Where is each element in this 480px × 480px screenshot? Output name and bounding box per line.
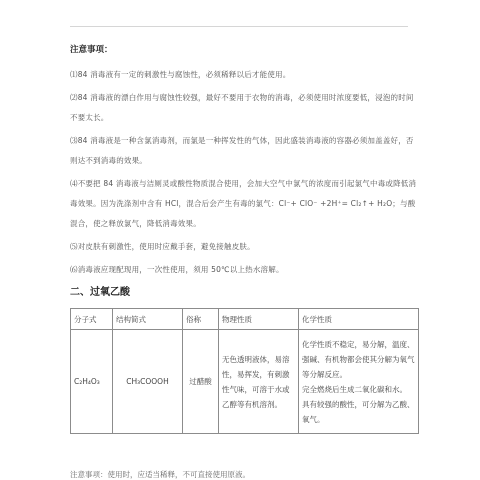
chem-prop-1: 化学性质不稳定，易分解，温度、强碱、有机物都会使其分解为氧气等分解反应。 bbox=[302, 339, 415, 379]
note-item-5: ⑸对皮肤有刺激性，使用时应戴手套，避免接触皮肤。 bbox=[70, 242, 255, 251]
section-heading: 二、过氧乙酸 bbox=[70, 287, 130, 298]
cell-molecular-formula: C₂H₄O₃ bbox=[71, 330, 113, 434]
header-structural-formula: 结构简式 bbox=[113, 309, 183, 330]
properties-table bbox=[70, 308, 419, 434]
note-item-1: ⑴84 消毒液有一定的刺激性与腐蚀性，必须稀释以后才能使用。 bbox=[70, 70, 291, 79]
note-item-3: ⑶84 消毒液是一种含氯消毒剂，而氯是一种挥发性的气体，因此盛装消毒液的容器必须加盖盖好，否则达不到消毒的效果。 bbox=[70, 136, 414, 165]
document-body bbox=[70, 44, 420, 434]
note-item-4: ⑷不要把 84 消毒液与洁厕灵或酸性物质混合使用，会加大空气中氯气的浓度而引起氯气中毒或降低消毒效果。因为洗涤剂中含有 HCl，混合后会产生有毒的氯气：Cl⁻+ ClO⁻ +2H⁺= Cl₂↑+ H₂O；与酸混合，使之释放氯气，降低消毒效果。 bbox=[70, 179, 417, 228]
header-divider bbox=[70, 26, 408, 27]
cell-structural-formula: CH₃COOOH bbox=[113, 330, 183, 434]
chem-prop-2: 完全燃烧后生成二氧化碳和水。 bbox=[302, 384, 407, 394]
cell-physical-properties: 无色透明液体，易溶性，易挥发，有刺激性气味，可溶于水或乙醇等有机溶剂。 bbox=[219, 330, 299, 434]
cell-common-name: 过醋酸 bbox=[183, 330, 219, 434]
cell-chemical-properties bbox=[299, 330, 419, 434]
notes-heading: 注意事项： bbox=[70, 45, 113, 55]
note-item-6: ⑹消毒液应现配现用，一次性使用，须用 50℃以上热水溶解。 bbox=[70, 265, 284, 274]
chem-prop-3: 具有较强的酸性，可分解为乙酸、氧气。 bbox=[302, 399, 415, 424]
header-molecular-formula: 分子式 bbox=[71, 309, 113, 330]
note-item-2: ⑵84 消毒液的漂白作用与腐蚀性较强，最好不要用于衣物的消毒，必须使用时浓度要低，浸泡的时间不要太长。 bbox=[70, 93, 414, 122]
footer-note: 注意事项：使用时，应适当稀释，不可直接使用原液。 bbox=[70, 470, 250, 479]
header-chemical-properties: 化学性质 bbox=[299, 309, 419, 330]
table-row bbox=[71, 330, 419, 434]
table-header-row bbox=[71, 309, 419, 330]
header-physical-properties: 物理性质 bbox=[219, 309, 299, 330]
header-common-name: 俗称 bbox=[183, 309, 219, 330]
